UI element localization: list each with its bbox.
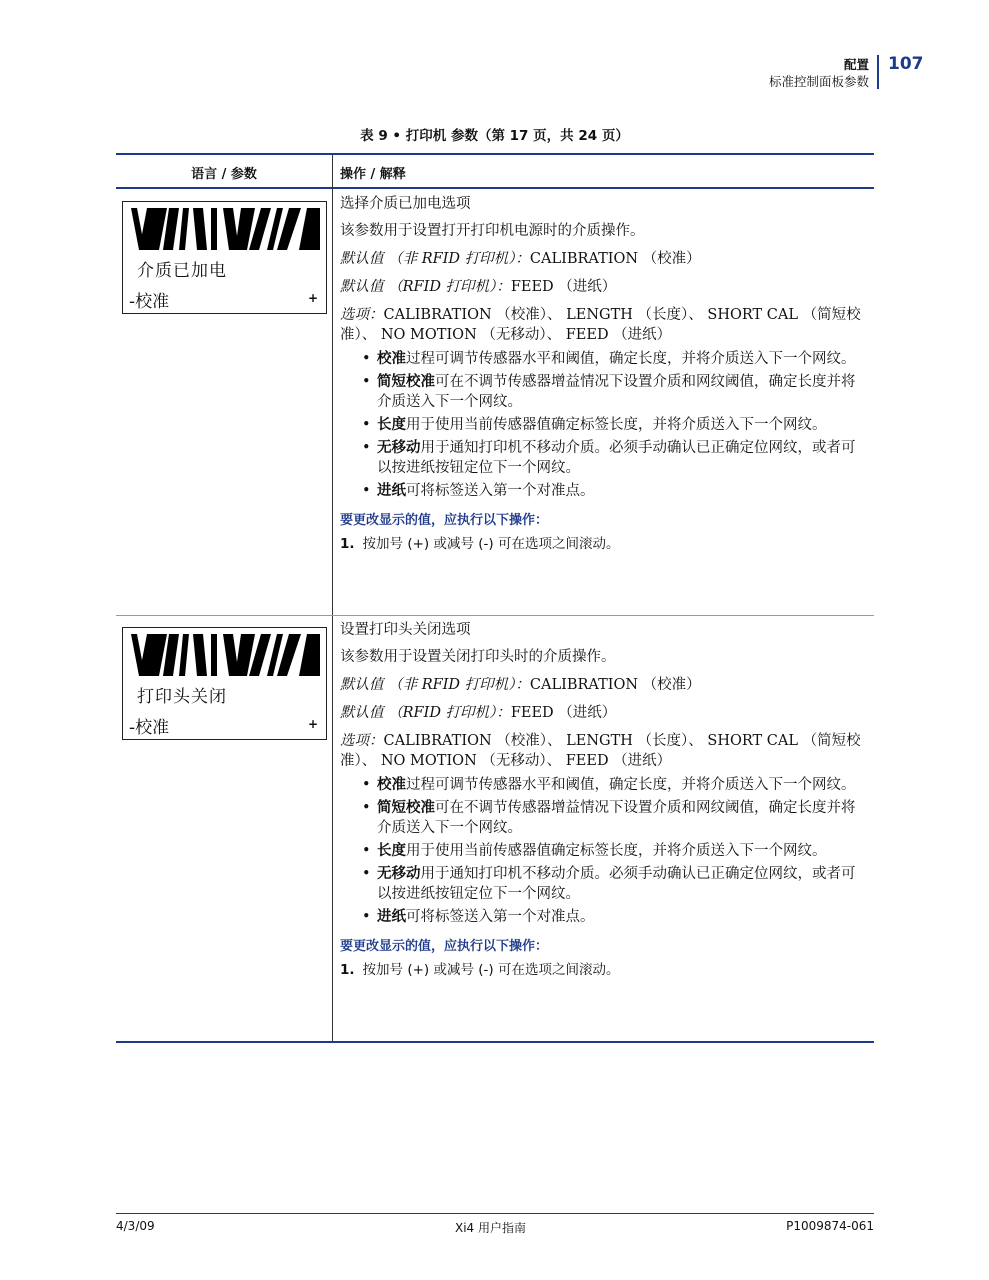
- footer-date: 4/3/09: [116, 1219, 155, 1233]
- list-item: • 校准过程可调节传感器水平和阈值，确定长度，并将介质送入下一个网纹。: [362, 349, 868, 369]
- row-title: 设置打印头关闭选项: [340, 622, 471, 638]
- list-item: • 进纸可将标签送入第一个对准点。: [362, 481, 868, 501]
- row-2-description: [340, 620, 868, 980]
- list-item: • 简短校准可在不调节传感器增益情况下设置介质和网纹阈值，确定长度并将介质送入下一个网纹。: [362, 372, 868, 412]
- lcd-plus: +: [307, 291, 318, 305]
- lcd-display: [122, 201, 327, 314]
- lcd-parameter: 打印头关闭: [137, 687, 227, 707]
- list-item: • 进纸可将标签送入第一个对准点。: [362, 907, 868, 927]
- zebra-stripes-logo: [131, 634, 320, 676]
- footer-part-number: P1009874-061: [786, 1219, 874, 1233]
- running-header: [769, 56, 869, 90]
- row-title: 选择介质已加电选项: [340, 196, 471, 212]
- table-column-divider: [332, 155, 333, 1042]
- page-number: 107: [888, 54, 924, 74]
- row-intro: 该参数用于设置关闭打印头时的介质操作。: [340, 649, 616, 665]
- procedure-step: 1. 按加号 (+) 或减号 (-) 可在选项之间滚动。: [340, 962, 620, 978]
- footer-rule: [116, 1213, 874, 1214]
- lcd-plus: +: [307, 717, 318, 731]
- table-top-rule: [116, 153, 874, 155]
- options: 选项：CALIBRATION （校准）、 LENGTH （长度）、 SHORT CAL （简短校准）、 NO MOTION （无移动）、 FEED （进纸）: [340, 307, 861, 343]
- table-bottom-rule: [116, 1041, 874, 1043]
- procedure-heading: 要更改显示的值，应执行以下操作：: [340, 513, 549, 528]
- row-1-description: [340, 194, 868, 554]
- lcd-value: -校准: [129, 292, 170, 312]
- zebra-stripes-logo: [131, 208, 320, 250]
- row-intro: 该参数用于设置打开打印机电源时的介质操作。: [340, 223, 645, 239]
- option-list: [340, 775, 868, 927]
- list-item: • 无移动用于通知打印机不移动介质。必须手动确认已正确定位网纹，或者可以按进纸按钮定位下一个网纹。: [362, 864, 868, 904]
- lcd-parameter: 介质已加电: [137, 261, 227, 281]
- default-nonrfid: 默认值 （非 RFID 打印机）：CALIBRATION （校准）: [340, 677, 701, 693]
- option-list: [340, 349, 868, 501]
- column-header-language: 语言 / 参数: [191, 167, 257, 182]
- list-item: • 校准过程可调节传感器水平和阈值，确定长度，并将介质送入下一个网纹。: [362, 775, 868, 795]
- lcd-value: -校准: [129, 718, 170, 738]
- procedure-step: 1. 按加号 (+) 或减号 (-) 可在选项之间滚动。: [340, 536, 620, 552]
- table-row-separator: [116, 615, 874, 616]
- table-caption: 表 9 • 打印机 参数（第 17 页，共 24 页）: [360, 128, 629, 144]
- list-item: • 简短校准可在不调节传感器增益情况下设置介质和网纹阈值，确定长度并将介质送入下一个网纹。: [362, 798, 868, 838]
- list-item: • 长度用于使用当前传感器值确定标签长度，并将介质送入下一个网纹。: [362, 415, 868, 435]
- procedure-heading: 要更改显示的值，应执行以下操作：: [340, 939, 549, 954]
- default-rfid: 默认值 （RFID 打印机）：FEED （进纸）: [340, 279, 617, 295]
- header-divider: [877, 55, 879, 89]
- footer-title: Xi4 用户指南: [455, 1221, 527, 1235]
- table-header-rule: [116, 187, 874, 189]
- header-subsection: 标准控制面板参数: [768, 74, 869, 89]
- default-rfid: 默认值 （RFID 打印机）：FEED （进纸）: [340, 705, 617, 721]
- list-item: • 无移动用于通知打印机不移动介质。必须手动确认已正确定位网纹，或者可以按进纸按钮定位下一个网纹。: [362, 438, 868, 478]
- list-item: • 长度用于使用当前传感器值确定标签长度，并将介质送入下一个网纹。: [362, 841, 868, 861]
- options: 选项：CALIBRATION （校准）、 LENGTH （长度）、 SHORT CAL （简短校准）、 NO MOTION （无移动）、 FEED （进纸）: [340, 733, 861, 769]
- column-header-action: 操作 / 解释: [340, 167, 406, 182]
- default-nonrfid: 默认值 （非 RFID 打印机）：CALIBRATION （校准）: [340, 251, 701, 267]
- header-section: 配置: [843, 57, 869, 72]
- lcd-display: [122, 627, 327, 740]
